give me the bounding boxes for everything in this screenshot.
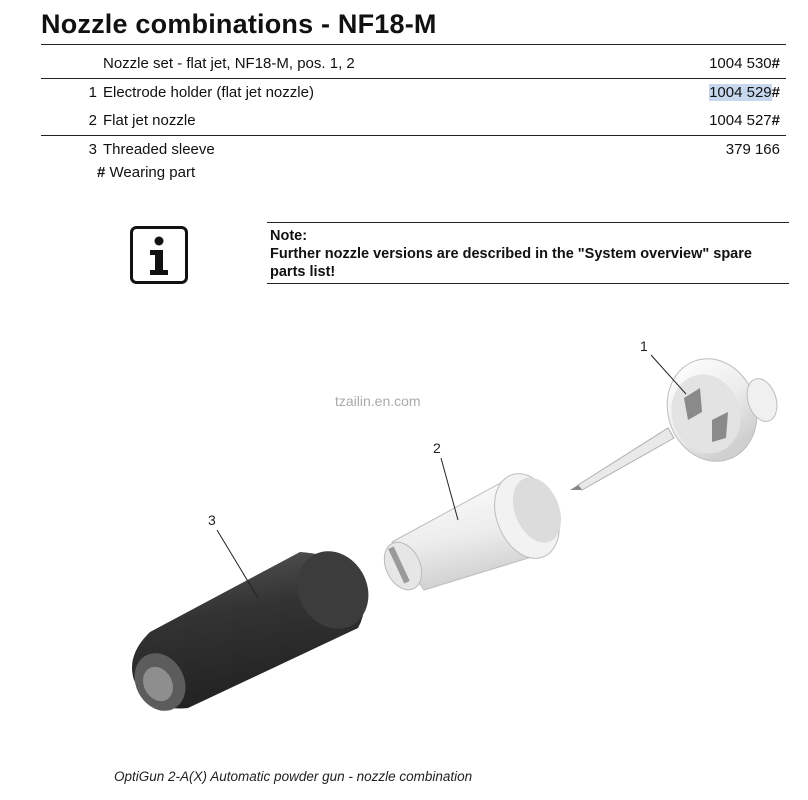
exploded-view-drawing [0, 320, 808, 760]
part-description: Threaded sleeve [103, 141, 215, 158]
note-box [267, 222, 789, 284]
watermark-text: tzailin.en.com [335, 393, 421, 409]
part-description: Flat jet nozzle [103, 112, 196, 129]
part-number: 1004 530# [709, 55, 780, 72]
figure-caption: OptiGun 2-A(X) Automatic powder gun - nozzle combination [114, 769, 473, 784]
wearing-part-mark: # [771, 84, 780, 101]
part-position: 2 [88, 112, 97, 129]
wearing-part-mark: # [771, 55, 780, 72]
parts-table [41, 50, 786, 164]
part-description: Electrode holder (flat jet nozzle) [103, 84, 314, 101]
part-number: 379 166 [725, 141, 780, 158]
flat-jet-nozzle-part [377, 464, 571, 596]
part-position: 1 [88, 84, 97, 101]
wearing-part-mark: # [771, 112, 780, 129]
wearing-part-legend [97, 164, 195, 181]
title-divider [41, 44, 786, 45]
part-number: 1004 527# [709, 112, 780, 129]
part-description: Nozzle set - flat jet, NF18-M, pos. 1, 2 [103, 55, 355, 72]
table-row [41, 79, 786, 107]
callout-1-label: 1 [640, 338, 648, 354]
legend-text: Wearing part [109, 164, 196, 181]
threaded-sleeve-part [125, 539, 382, 720]
table-row [41, 136, 786, 164]
note-heading: Note: [270, 228, 308, 244]
electrode-holder-part [570, 347, 782, 490]
note-body: Further nozzle versions are described in the "System overview" spare parts list! [270, 246, 752, 280]
legend-symbol: # [97, 164, 106, 181]
table-row [41, 50, 786, 79]
part-number [709, 79, 780, 107]
callout-2-label: 2 [433, 440, 441, 456]
selected-part-number[interactable]: 1004 529 [709, 84, 772, 101]
callout-3-label: 3 [208, 512, 216, 528]
page-title: Nozzle combinations - NF18-M [41, 9, 437, 39]
info-icon [130, 226, 188, 289]
part-position: 3 [88, 141, 97, 158]
table-row [41, 107, 786, 136]
